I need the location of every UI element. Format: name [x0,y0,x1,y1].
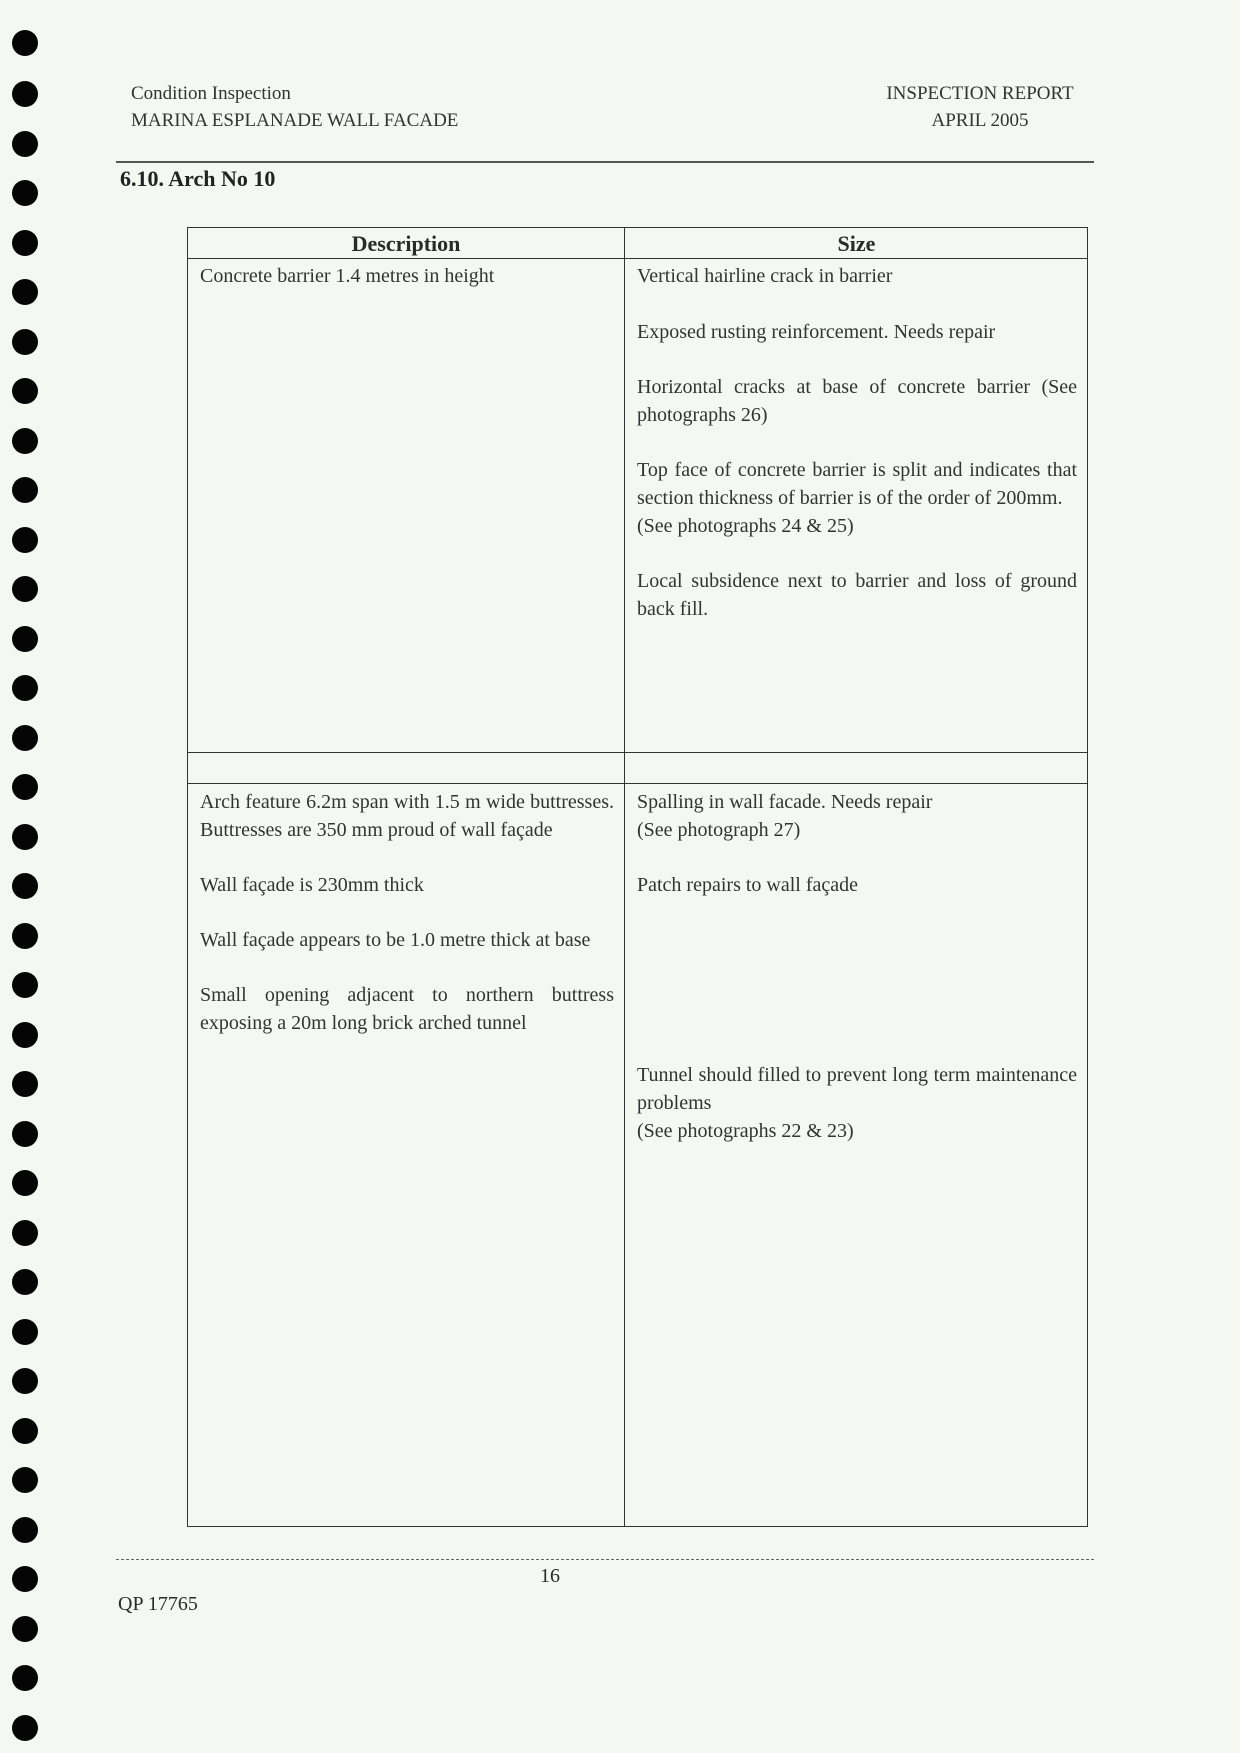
page-number: 16 [540,1565,560,1587]
binder-hole [12,725,38,751]
description-text: Concrete barrier 1.4 metres in height [200,265,495,287]
binder-hole [12,1071,38,1097]
binder-hole [12,824,38,850]
finding-text: Spalling in wall facade. Needs repair [637,791,933,813]
report-type: INSPECTION REPORT [886,83,1074,104]
row-divider [188,783,1087,784]
binder-hole [12,1517,38,1543]
binder-hole [12,972,38,998]
binder-hole [12,1220,38,1246]
description-text: Wall façade appears to be 1.0 metre thick at base [200,929,591,951]
description-text: Wall façade is 230mm thick [200,874,424,896]
binder-hole [12,1170,38,1196]
description-text: Small opening adjacent to northern buttress exposing a 20m long brick arched tunnel [200,984,614,1034]
binder-hole [12,428,38,454]
finding-text: Vertical hairline crack in barrier [637,265,893,287]
binder-hole [12,1319,38,1345]
photo-reference: (See photograph 27) [637,819,801,841]
finding-text: Patch repairs to wall façade [637,874,859,896]
binder-hole [12,477,38,503]
binder-hole [12,1121,38,1147]
finding-text: Horizontal cracks at base of concrete barrier (See photographs 26) [637,376,1077,426]
binder-hole [12,131,38,157]
binder-hole [12,279,38,305]
column-divider [624,228,625,1526]
binder-hole [12,576,38,602]
binder-hole [12,30,38,56]
header-subtitle: Condition Inspection [131,83,291,104]
header-left [131,80,458,134]
binder-hole [12,1616,38,1642]
footer-rule [116,1559,1094,1560]
binder-hole [12,329,38,355]
binder-hole [12,774,38,800]
header-row-divider [188,258,1087,259]
photo-reference: (See photographs 24 & 25) [637,515,854,537]
binder-hole [12,626,38,652]
row1-size [637,262,1077,623]
row2-description [200,788,614,1037]
header-title: MARINA ESPLANADE WALL FACADE [131,110,459,131]
inspection-table [187,227,1088,1527]
finding-text: Local subsidence next to barrier and loss of ground back fill. [637,570,1077,620]
binder-hole [12,1467,38,1493]
binder-hole [12,1715,38,1741]
binder-hole [12,1368,38,1394]
photo-reference: (See photographs 22 & 23) [637,1120,854,1142]
finding-text: Top face of concrete barrier is split and indicates that section thickness of barrier is of the order of 200mm. [637,459,1077,509]
description-text: Arch feature 6.2m span with 1.5 m wide buttresses. Buttresses are 350 mm proud of wall façade [200,791,614,841]
binder-hole [12,230,38,256]
binder-hole [12,81,38,107]
binder-hole [12,1418,38,1444]
binder-hole [12,527,38,553]
header-rule [116,161,1094,163]
binder-hole [12,378,38,404]
binder-hole [12,180,38,206]
finding-text: Exposed rusting reinforcement. Needs repair [637,321,996,343]
binder-hole [12,1566,38,1592]
header-right [870,80,1090,134]
row-divider [188,752,1087,753]
binder-hole [12,1022,38,1048]
binder-hole [12,923,38,949]
row2-size [637,788,1077,1145]
binder-hole [12,1665,38,1691]
finding-text: Tunnel should filled to prevent long term maintenance problems [637,1064,1077,1114]
document-reference: QP 17765 [118,1593,198,1615]
report-date: APRIL 2005 [931,110,1029,131]
row1-description [200,262,614,290]
column-header-size: Size [837,231,876,256]
binder-hole [12,1269,38,1295]
binder-hole [12,873,38,899]
column-header-description: Description [351,231,461,256]
section-title: 6.10. Arch No 10 [120,166,276,191]
binder-hole [12,675,38,701]
